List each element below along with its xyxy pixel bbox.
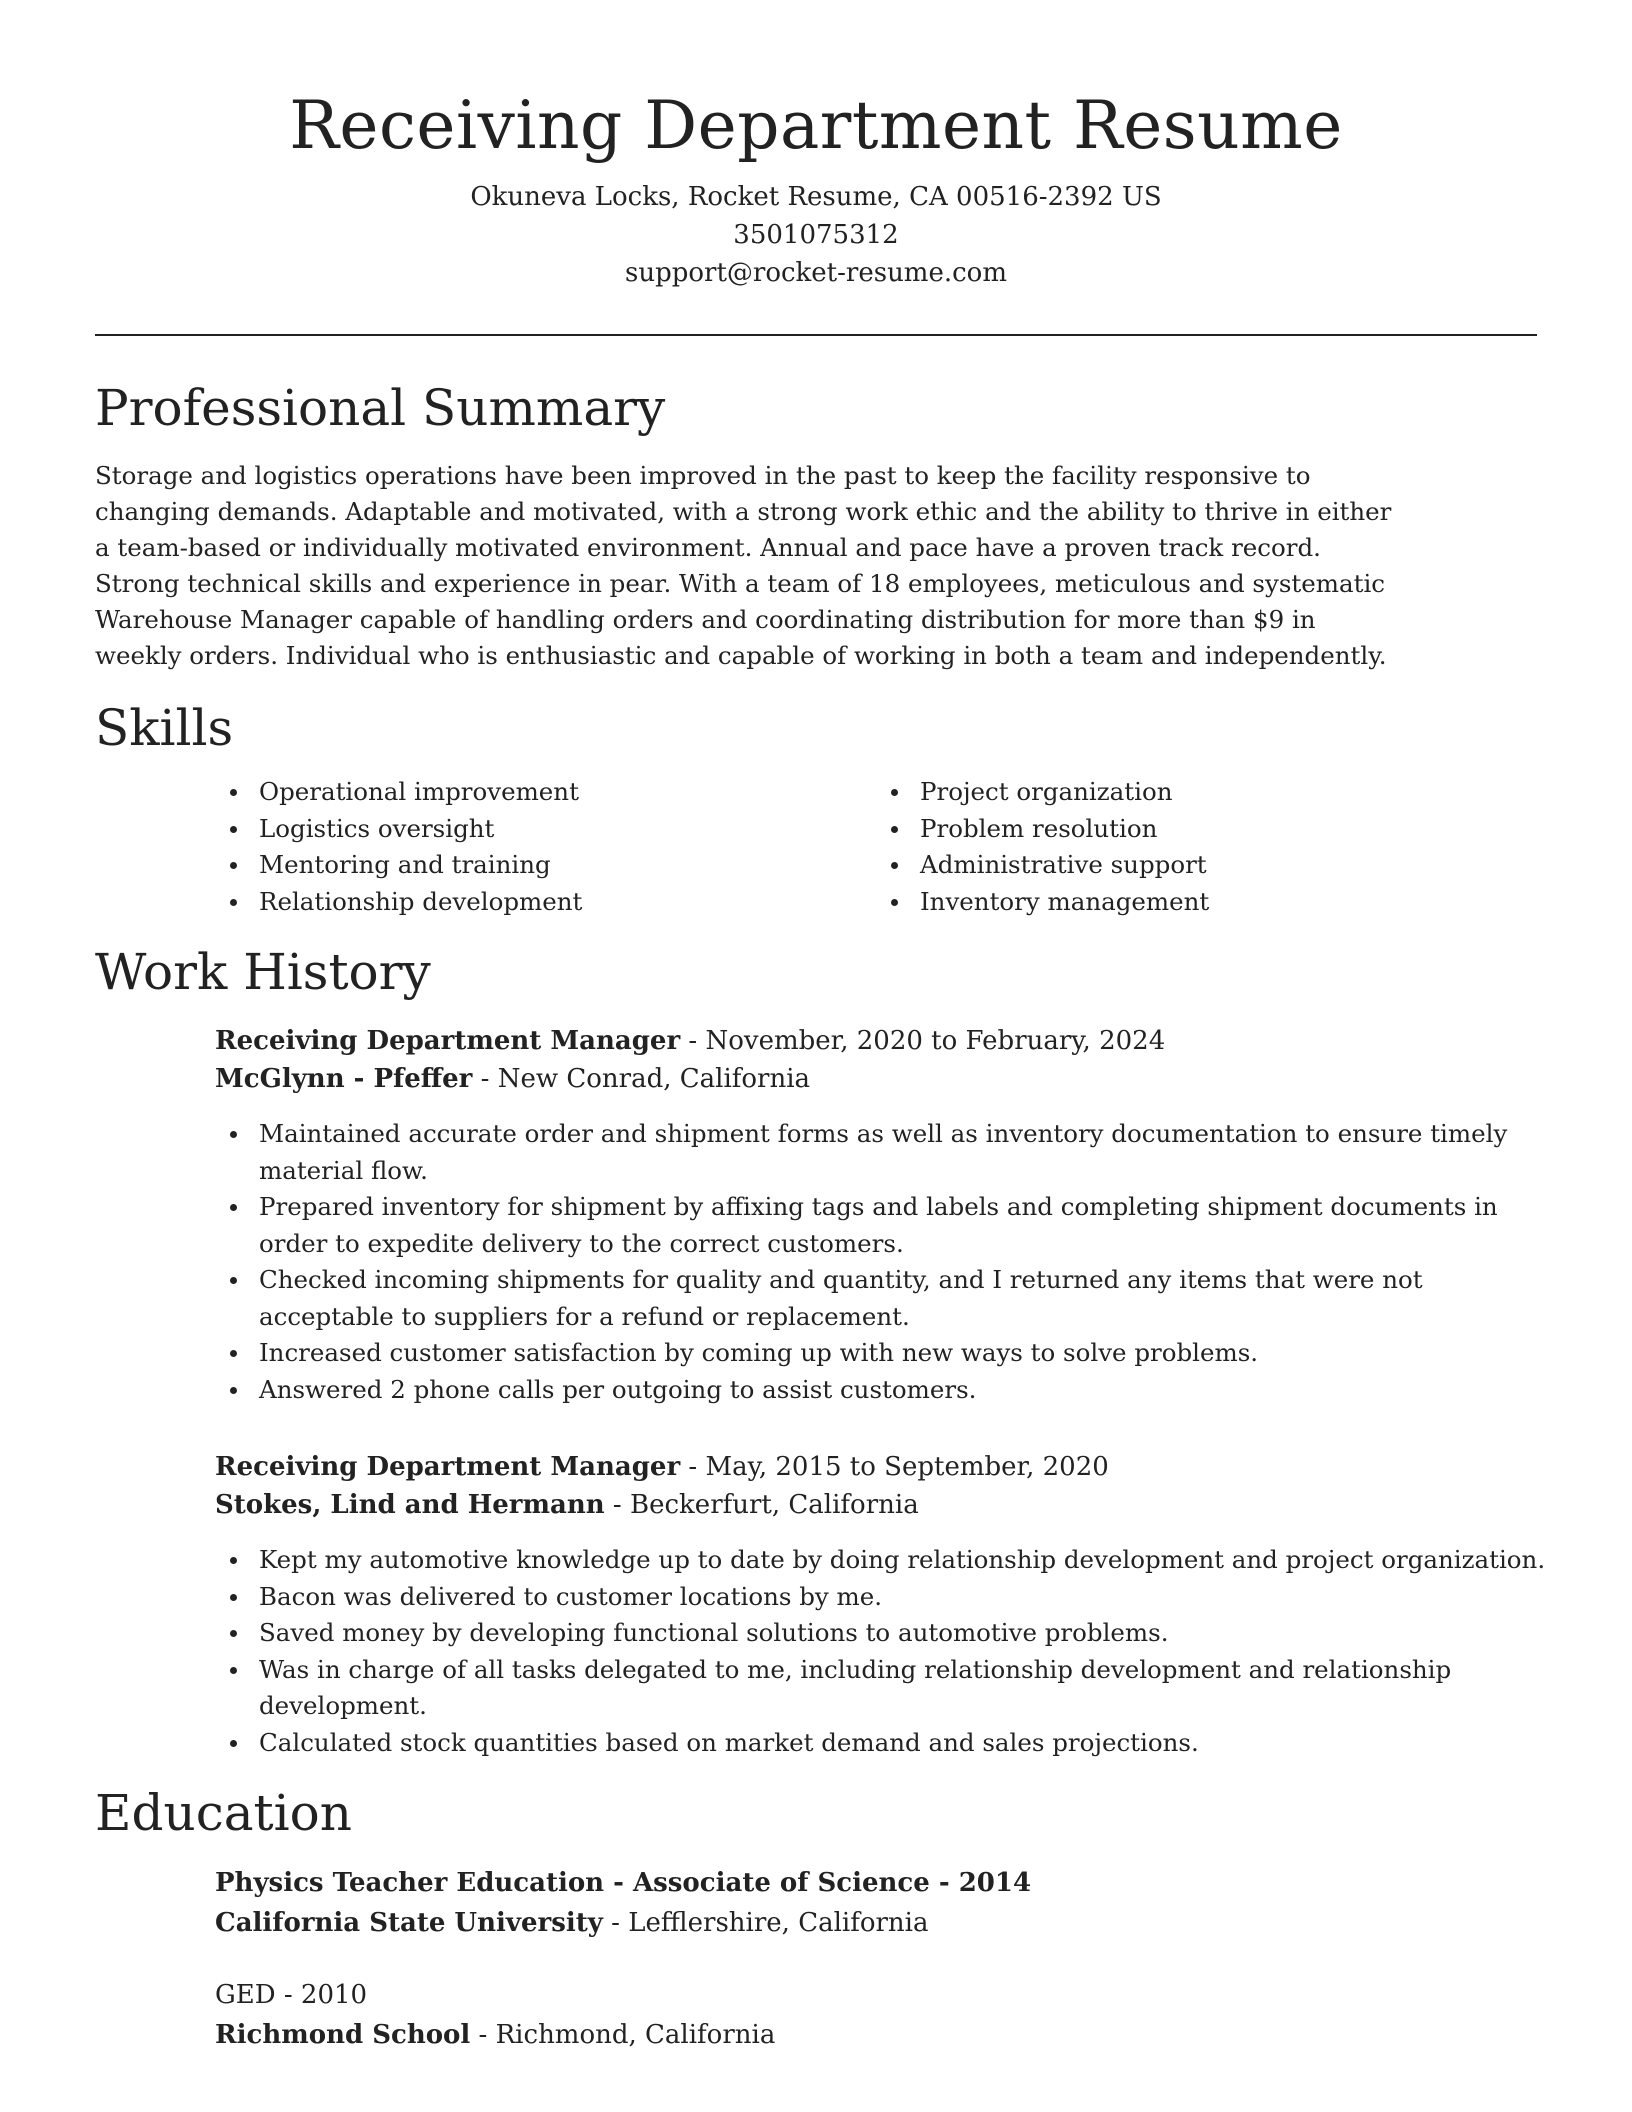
job-title: Receiving Department Manager (215, 1026, 681, 1056)
job-heading (215, 1448, 1537, 1486)
job-bullet: Prepared inventory for shipment by affixing tags and labels and completing shipment documents in order to expedite delivery to the correct customers. (259, 1189, 1559, 1262)
job-bullet: Increased customer satisfaction by coming up with new ways to solve problems. (259, 1335, 1559, 1372)
job-company: McGlynn - Pfeffer (215, 1064, 473, 1094)
skill-item: Operational improvement (259, 774, 876, 811)
job-bullet: Kept my automotive knowledge up to date by doing relationship development and project organization. (259, 1542, 1559, 1579)
section-title-summary: Professional Summary (95, 379, 666, 437)
job-bullet: Maintained accurate order and shipment forms as well as inventory documentation to ensure timely material flow. (259, 1116, 1559, 1189)
skill-item: Problem resolution (920, 811, 1537, 848)
job-bullets (215, 1542, 1559, 1761)
education-degree: GED - 2010 (215, 1980, 368, 2010)
job-entry (215, 1022, 1537, 1408)
job-bullet: Bacon was delivered to customer locations by me. (259, 1579, 1559, 1616)
resume-title: Receiving Department Resume (289, 87, 1343, 164)
header-divider (95, 334, 1537, 336)
education-location: Richmond, California (495, 2020, 776, 2050)
contact-address: Okuneva Locks, Rocket Resume, CA 00516-2392 US (470, 182, 1162, 212)
skills-column-left (215, 774, 876, 920)
skill-item: Mentoring and training (259, 847, 876, 884)
skill-item: Logistics oversight (259, 811, 876, 848)
education-entry (215, 1863, 1537, 1943)
separator: - (602, 1908, 629, 1938)
job-location: Beckerfurt, California (630, 1490, 919, 1520)
summary-text: Storage and logistics operations have been improved in the past to keep the facility responsive to changing demands. Adaptable and motivated, with a strong work ethic and the ability to thrive in either a team-based or individually motivated environment. Annual and pace have a proven track record. Strong technical skills and experience in pear. With a team of 18 employees, meticulous and systematic Warehouse Manager capable of handling orders and coordinating distribution for more than $9 in weekly orders. Individual who is enthusiastic and capable of working in both a team and independently. (95, 461, 1392, 670)
education-school: California State University (215, 1908, 603, 1938)
job-bullets (215, 1116, 1559, 1408)
education-degree: Physics Teacher Education - Associate of Science - 2014 (215, 1868, 1032, 1898)
separator: - (680, 1452, 706, 1482)
section-professional-summary (95, 376, 1537, 674)
education-location: Lefflershire, California (628, 1908, 929, 1938)
job-title: Receiving Department Manager (215, 1452, 681, 1482)
job-dates: November, 2020 to February, 2024 (705, 1026, 1166, 1056)
skill-item: Relationship development (259, 884, 876, 921)
job-bullet: Was in charge of all tasks delegated to me, including relationship development and relationship development. (259, 1652, 1559, 1725)
education-school-line (215, 2015, 1537, 2055)
job-entry (215, 1448, 1546, 1761)
contact-phone: 3501075312 (733, 220, 899, 250)
education-school: Richmond School (215, 2020, 471, 2050)
contact-email: support@rocket-resume.com (624, 258, 1007, 288)
education-entry (215, 1975, 1537, 2055)
job-employer (215, 1060, 1537, 1098)
job-location: New Conrad, California (497, 1064, 811, 1094)
skill-item: Inventory management (920, 884, 1537, 921)
separator: - (472, 1064, 498, 1094)
separator: - (470, 2020, 496, 2050)
contact-block (95, 178, 1537, 292)
job-heading (215, 1022, 1537, 1060)
separator: - (680, 1026, 706, 1056)
job-company: Stokes, Lind and Hermann (215, 1490, 605, 1520)
skills-grid (215, 774, 1537, 920)
job-bullet: Answered 2 phone calls per outgoing to assist customers. (259, 1372, 1559, 1409)
skills-column-right (876, 774, 1537, 920)
job-employer (215, 1486, 1537, 1524)
job-dates: May, 2015 to September, 2020 (705, 1452, 1109, 1482)
section-education (95, 1781, 1537, 2055)
section-title-work: Work History (95, 943, 431, 1001)
job-bullet: Checked incoming shipments for quality and quantity, and I returned any items that were not acceptable to suppliers for a refund or replacement. (259, 1262, 1559, 1335)
resume-header (95, 84, 1537, 292)
separator: - (604, 1490, 630, 1520)
section-title-education: Education (95, 1784, 352, 1842)
job-bullet: Saved money by developing functional solutions to automotive problems. (259, 1615, 1559, 1652)
skill-item: Project organization (920, 774, 1537, 811)
education-school-line (215, 1903, 1537, 1943)
section-work-history (95, 940, 1546, 1761)
section-title-skills: Skills (95, 699, 234, 757)
section-skills (95, 696, 1537, 920)
job-bullet: Calculated stock quantities based on market demand and sales projections. (259, 1725, 1559, 1762)
skill-item: Administrative support (920, 847, 1537, 884)
